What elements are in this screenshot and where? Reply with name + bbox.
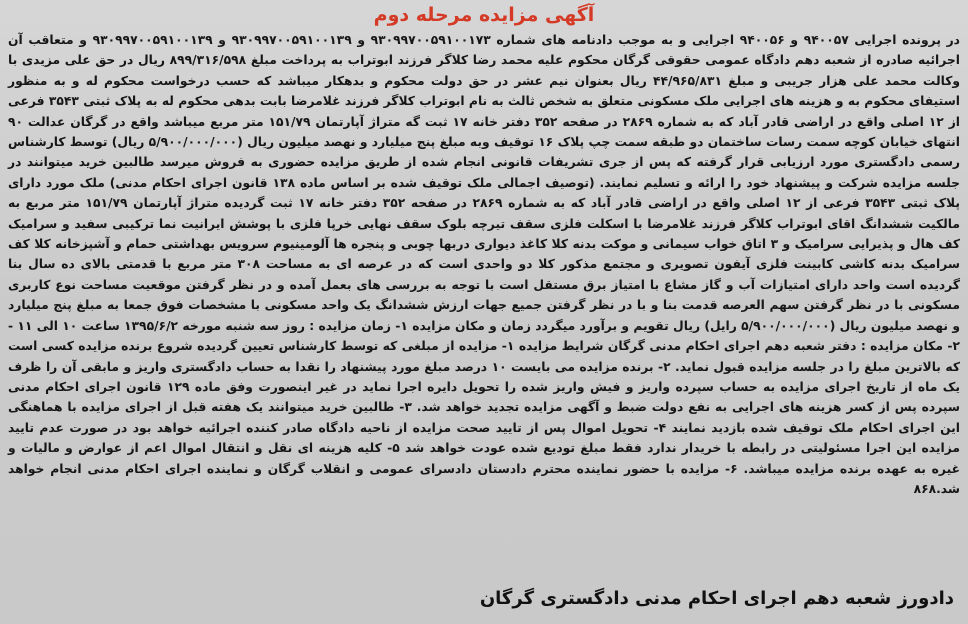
- notice-title: آگهی مزایده مرحله دوم: [373, 4, 595, 26]
- notice-signature: دادورز شعبه دهم اجرای احکام مدنی دادگستری گرگان: [479, 588, 954, 609]
- notice-body: در پرونده اجرایی ۹۴۰۰۵۷ و ۹۴۰۰۵۶ اجرایی و به موجب دادنامه های شماره ۹۳۰۹۹۷۰۰۵۹۱۰۰۱۷۳ و ۹۳۰۹۹۷۰۰۵۹۱۰۰۱۳۹ و ۹۳۰۹۹۷۰۰۵۹۱۰۰۱۳۹ و متعاقب آن اجرائیه صادره از شعبه دهم دادگاه عمومی حقوقی گرگان محکوم علیه محمد رضا کلاگر فرزند ابوتراب به پرداخت مبلغ ۸۹۹/۳۱۶/۵۹۸ ریال در حق علی مزیدی با وکالت محمد علی هزار جریبی و مبلغ ۴۴/۹۶۵/۸۳۱ ریال بعنوان نیم عشر در حق دولت محکوم و بدهکار میباشد که حسب درخواست محکوم له و به منظور استیفای محکوم به و هزینه های اجرایی ملک مسکونی متعلق به شخص ثالث به نام ابوتراب کلاگر فرزند غلامرضا بابت بدهی محکوم له به پلاک ثبتی ۳۵۴۳ فرعی از ۱۲ اصلی واقع در اراضی قادر آباد که به شماره ۲۸۶۹ در صفحه ۳۵۲ دفتر خانه ۱۷ ثبت گه متراژ آپارتمان ۱۵۱/۷۹ متر مربع میباشد واقع در گرگان عدالت ۹۰ انتهای خیابان کوچه سمت رسات ساختمان دو طبقه سمت چپ پلاک ۱۶ توقیف وبه مبلغ پنج میلیارد و نهصد میلیون ریال (۵/۹۰۰/۰۰۰/۰۰۰ ریال) توسط کارشناس رسمی دادگستری مورد ارزیابی قرار گرفته که پس از جری تشریفات قانونی انجام شده از طریق مزایده حضوری به فروش میرسد طالبین خرید میتوانند در جلسه مزایده شرکت و پیشنهاد خود را ارائه و تسلیم نمایند. (توصیف اجمالی ملک توقیف شده بر اساس ماده ۱۳۸ قانون اجرای احکام مدنی) ملک مورد دارای پلاک ثبتی ۳۵۴۳ فرعی از ۱۲ اصلی واقع در اراضی قادر آباد که به شماره ۲۸۶۹ در صفحه ۳۵۲ دفتر خانه ۱۷ ثبت گردیده متراژ آپارتمان ۱۵۱/۷۹ متر مربع به مالکیت ششدانگ اقای ابوتراب کلاگر فرزند غلامرضا با اسکلت فلزی سقف تیرچه بلوک سقف نهایی خرپا فلزی با پوشش ایرانیت نما ترکیبی سفید و سرامیک کف هال و پذیرایی سرامیک و ۳ اتاق خواب سیمانی و موکت بدنه کلا کاغذ دیواری دربها چوبی و پنجره ها آلومینیوم سرویس بهداشتی حمام و آشپزخانه کلا کف سرامیک بدنه کاشی کابینت فلزی آیفون تصویری و مجتمع مذکور کلا دو واحدی است که در عرصه ای به مساحت ۳۰۸ متر مربع با قدمتی بالای ده سال بنا گردیده است واحد دارای امتیازات آب و گاز مشاع با امتیاز برق مستقل است با توجه به بررسی های بعمل آمده و در نظر گرفتن موقعیت مساحت نوع کاربری مسکونی با در نظر گرفتن سهم العرصه قدمت بنا و با در نظر گرفتن جمیع جهات ارزش ششدانگ یک واحد مسکونی با مشخصات فوق جمعا به مبلغ پنج میلیارد و نهصد میلیون ریال (۵/۹۰۰/۰۰۰/۰۰۰ رایل) ریال تقویم و برآورد میگردد زمان و مکان مزایده ۱- زمان مزایده : روز سه شنبه مورخه ۱۳۹۵/۶/۲ ساعت ۱۰ الی ۱۱ - ۲- مکان مزایده : دفتر شعبه دهم اجرای احکام مدنی گرگان شرایط مزایده ۱- مزایده از مبلغی که توسط کارشناس تعیین گردیده شروع برنده مزایده کسی است که بالاترین مبلغ را در جلسه مزایده قبول نماید. ۲- برنده مزایده می بایست ۱۰ درصد مبلغ مورد پیشنهاد را نقدا به حساب دادگستری واریز و مابقی آن را ظرف یک ماه از تاریخ اجرای مزایده به حساب سپرده واریز و فیش واریز شده را تحویل دایره اجرا نماید در غیر اینصورت وفق ماده ۱۲۹ قانون اجرای احکام مدنی سپرده پس از کسر هزینه های اجرایی به نفع دولت ضبط و آگهی مزایده تجدید خواهد شد. ۳- طالبین خرید میتوانند یک هفته قبل از اجرای مزایده با هماهنگی این اجرای احکام ملک توقیف شده بازدید نمایند ۴- تحویل اموال پس از تایید صحت مزایده از ناحیه دادگاه صادر کننده اجرائیه خواهد بود در صورت عدم تایید مزایده این اجرا مسئولیتی در رابطه با خریدار ندارد فقط مبلغ تودیع شده عودت خواهد شد ۵- کلیه هزینه ای نقل و انتقال اموال اعم از عوارض و مالیات و غیره به عهده برنده مزایده میباشد. ۶- مزایده با حضور نماینده محترم دادستان دادسرای عمومی و انقلاب گرگان و نماینده اجرای احکام مدنی انجام خواهد شد.۸۶۸: [8, 33, 961, 496]
